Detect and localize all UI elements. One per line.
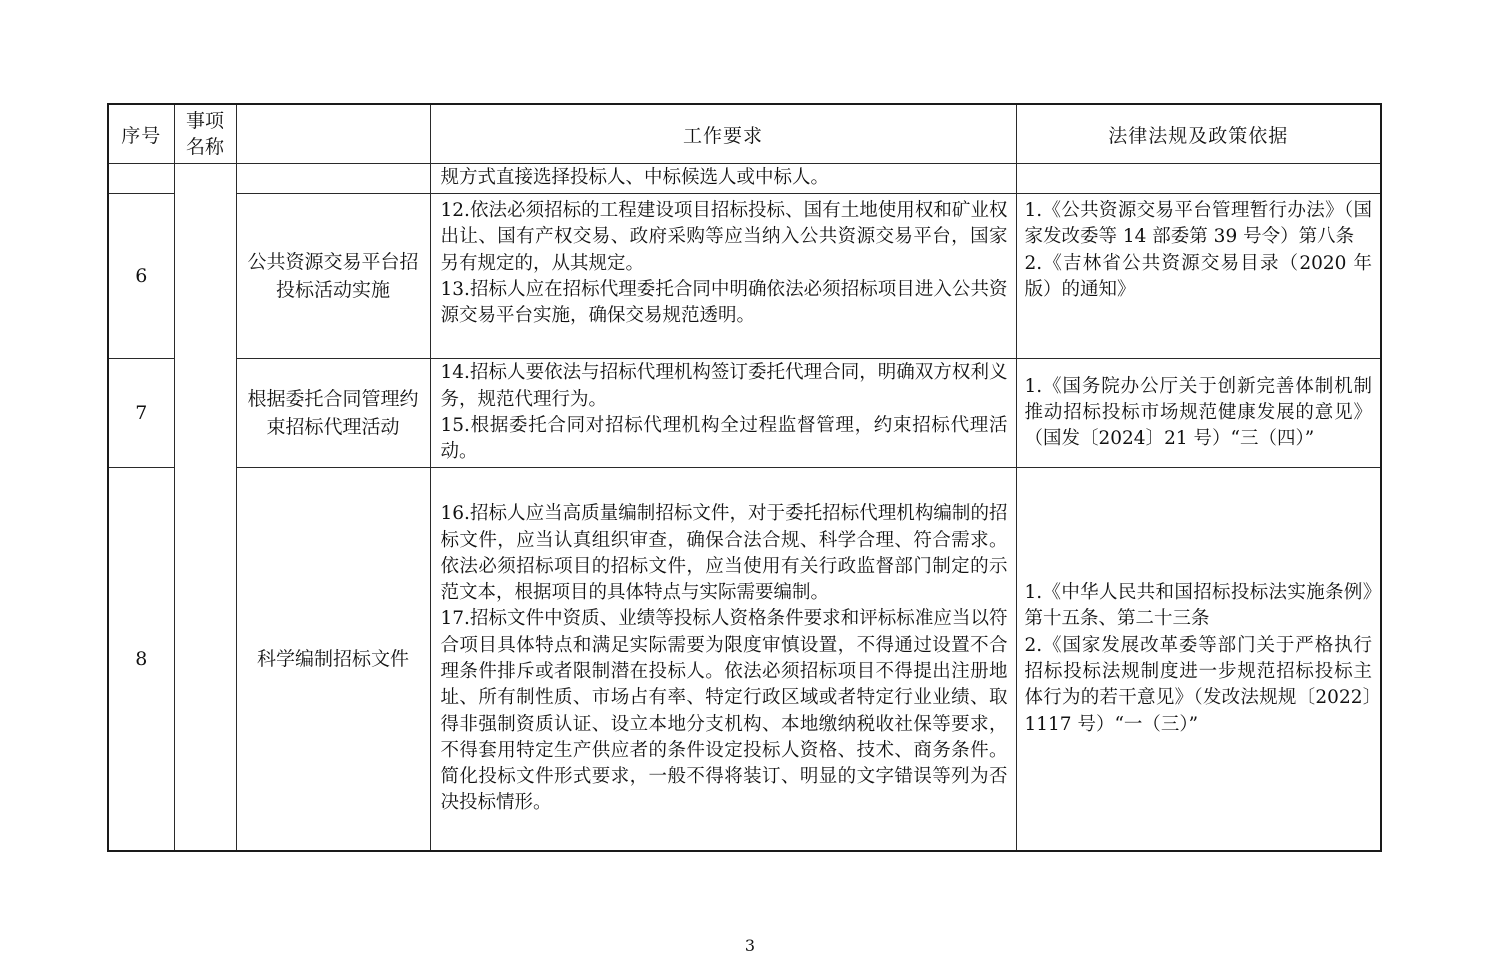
row-name: 公共资源交易平台招投标活动实施 <box>236 194 430 359</box>
requirement-item: 17.招标文件中资质、业绩等投标人资格条件要求和评标标准应当以符合项目具体特点和满足实际需要为限度审慎设置，不得通过设置不合理条件排斥或者限制潜在投标人。依法必须招标项目不得提出注册地址、所有制性质、市场占有率、特定行政区域或者特定行业业绩、取得非强制资质认证、设立本地分支机构、本地缴纳税收社保等要求，不得套用特定生产供应者的条件设定投标人资格、技术、商务条件。简化投标文件形式要求，一般不得将装订、明显的文字错误等列为否决投标情形。 <box>440 608 1008 814</box>
row-seq: 6 <box>108 194 174 359</box>
page-number: 3 <box>744 936 756 955</box>
table-row <box>108 194 1381 359</box>
requirement-item: 12.依法必须招标的工程建设项目招标投标、国有土地使用权和矿业权出让、国有产权交易、政府采购等应当纳入公共资源交易平台，国家另有规定的，从其规定。 <box>440 200 1008 274</box>
row-seq: 8 <box>108 468 174 852</box>
header-item-name <box>174 104 236 164</box>
basis-item: 2.《吉林省公共资源交易目录（2020 年版）的通知》 <box>1024 252 1372 300</box>
requirement-item: 14.招标人要依法与招标代理机构签订委托代理合同，明确双方权利义务，规范代理行为。 <box>440 362 1008 410</box>
row-name: 科学编制招标文件 <box>236 468 430 852</box>
requirement-item: 15.根据委托合同对招标代理机构全过程监督管理，约束招标代理活动。 <box>440 415 1008 463</box>
cont-basis <box>1016 164 1381 194</box>
header-item-name-text: 事项名称 <box>185 110 224 158</box>
cont-name <box>236 164 430 194</box>
policy-table <box>107 103 1382 852</box>
table-row <box>108 468 1381 852</box>
table-row <box>108 359 1381 468</box>
row-requirement <box>430 359 1016 468</box>
row-name: 根据委托合同管理约束招标代理活动 <box>236 359 430 468</box>
header-basis: 法律法规及政策依据 <box>1016 104 1381 164</box>
basis-item: 1.《国务院办公厅关于创新完善体制机制推动招标投标市场规范健康发展的意见》（国发〔2024〕21 号）“三（四）” <box>1024 375 1372 450</box>
header-seq: 序号 <box>108 104 174 164</box>
header-requirement: 工作要求 <box>430 104 1016 164</box>
header-blank <box>236 104 430 164</box>
row-basis <box>1016 359 1381 468</box>
row-basis <box>1016 194 1381 359</box>
basis-item: 2.《国家发展改革委等部门关于严格执行招标投标法规制度进一步规范招标投标主体行为的若干意见》（发改法规规〔2022〕1117 号）“一（三）” <box>1024 634 1372 735</box>
cont-requirement: 规方式直接选择投标人、中标候选人或中标人。 <box>430 164 1016 194</box>
table-header-row <box>108 104 1381 164</box>
row-seq: 7 <box>108 359 174 468</box>
requirement-item: 16.招标人应当高质量编制招标文件，对于委托招标代理机构编制的招标文件，应当认真组织审查，确保合法合规、科学合理、符合需求。依法必须招标项目的招标文件，应当使用有关行政监督部门制定的示范文本，根据项目的具体特点与实际需要编制。 <box>440 503 1008 604</box>
requirement-item: 13.招标人应在招标代理委托合同中明确依法必须招标项目进入公共资源交易平台实施，确保交易规范透明。 <box>440 278 1008 327</box>
row-requirement <box>430 468 1016 852</box>
cont-seq <box>108 164 174 194</box>
table-row-continuation <box>108 164 1381 194</box>
basis-item: 1.《公共资源交易平台管理暂行办法》（国家发改委等 14 部委第 39 号令）第八条 <box>1024 200 1372 248</box>
row-requirement <box>430 194 1016 359</box>
row-basis <box>1016 468 1381 852</box>
item-name-merged-cell <box>174 164 236 852</box>
basis-item: 1.《中华人民共和国招标投标法实施条例》第十五条、第二十三条 <box>1024 582 1372 630</box>
